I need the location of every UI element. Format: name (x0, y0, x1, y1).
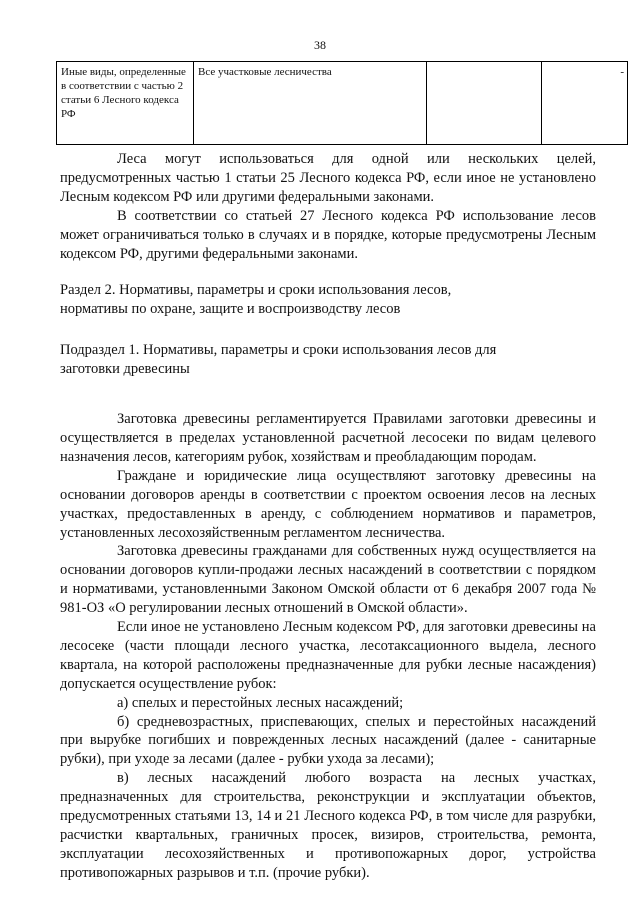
table-cell-activity: Иные виды, определенные в соответствии с частью 2 статьи 6 Лесного кодекса РФ (57, 62, 194, 145)
paragraph: Заготовка древесины регламентируется Правилами заготовки древесины и осуществляется в пределах установленной расчетной лесосеки по видам целевого назначения лесов, категориям рубок, хозяйствам и преобладающим породам. (60, 411, 596, 465)
table-cell-forestry: Все участковые лесничества (194, 62, 427, 145)
list-item: б) средневозрастных, приспевающих, спелых и перестойных насаждений при вырубке погибших и поврежденных лесных насаждений (далее - санитарные рубки), при уходе за лесами (далее - рубки ухода за лесами); (60, 713, 596, 768)
paragraph: Граждане и юридические лица осуществляют заготовку древесины на основании договоров аренды в соответствии с проектом освоения лесов на лесных участках, предоставленных в аренду, с соблюдением нормативов и параметров, установленных лесохозяйственным регламентом лесничества. (60, 467, 596, 541)
document-body (60, 150, 596, 883)
table-row (57, 62, 628, 145)
paragraph: Заготовка древесины гражданами для собственных нужд осуществляется на основании договоров купли-продажи лесных насаждений в соответствии с порядком и нормативами, установленными Законом Омской области от 6 декабря 2007 года № 981-ОЗ «О регулировании лесных отношений в Омской области». (60, 543, 596, 617)
subsection-title-line: заготовки древесины (60, 361, 190, 378)
list-item: в) лесных насаждений любого возраста на лесных участках, предназначенных для строительства, реконструкции и эксплуатации объектов, предусмотренных статьями 13, 14 и 21 Лесного кодекса РФ, в том числе для разрубки, расчистки квартальных, граничных просек, визиров, строительства, ремонта, эксплуатации лесохозяйственных и противопожарных дорог, устройства противопожарных разрывов и т.п. (прочие рубки). (60, 770, 596, 881)
table-cell-dash: - (542, 62, 628, 145)
section-title-line: нормативы по охране, защите и воспроизводству лесов (60, 301, 401, 318)
paragraph: В соответствии со статьей 27 Лесного кодекса РФ использование лесов может ограничиваться только в случаях и в порядке, которые предусмотрены Лесным кодексом РФ, другими федеральными законами. (60, 207, 596, 262)
subsection-title (60, 341, 596, 379)
page-number: 38 (314, 38, 326, 52)
paragraph: Если иное не установлено Лесным кодексом РФ, для заготовки древесины на лесосеке (части площади лесного участка, лесотаксационного выдела, лесного квартала, на которой расположены предназначенные для рубки лесные насаждения) допускается осуществление рубок: (60, 619, 596, 692)
paragraph: Леса могут использоваться для одной или нескольких целей, предусмотренных частью 1 статьи 25 Лесного кодекса РФ, если иное не установлено Лесным кодексом РФ или другими федеральными законами. (60, 151, 596, 205)
forest-use-table (56, 61, 628, 145)
section-title (60, 281, 596, 319)
list-item: а) спелых и перестойных лесных насаждений; (117, 694, 404, 711)
subsection-title-line: Подраздел 1. Нормативы, параметры и сроки использования лесов для (60, 342, 497, 359)
table-cell-empty (427, 62, 542, 145)
section-title-line: Раздел 2. Нормативы, параметры и сроки использования лесов, (60, 282, 452, 299)
